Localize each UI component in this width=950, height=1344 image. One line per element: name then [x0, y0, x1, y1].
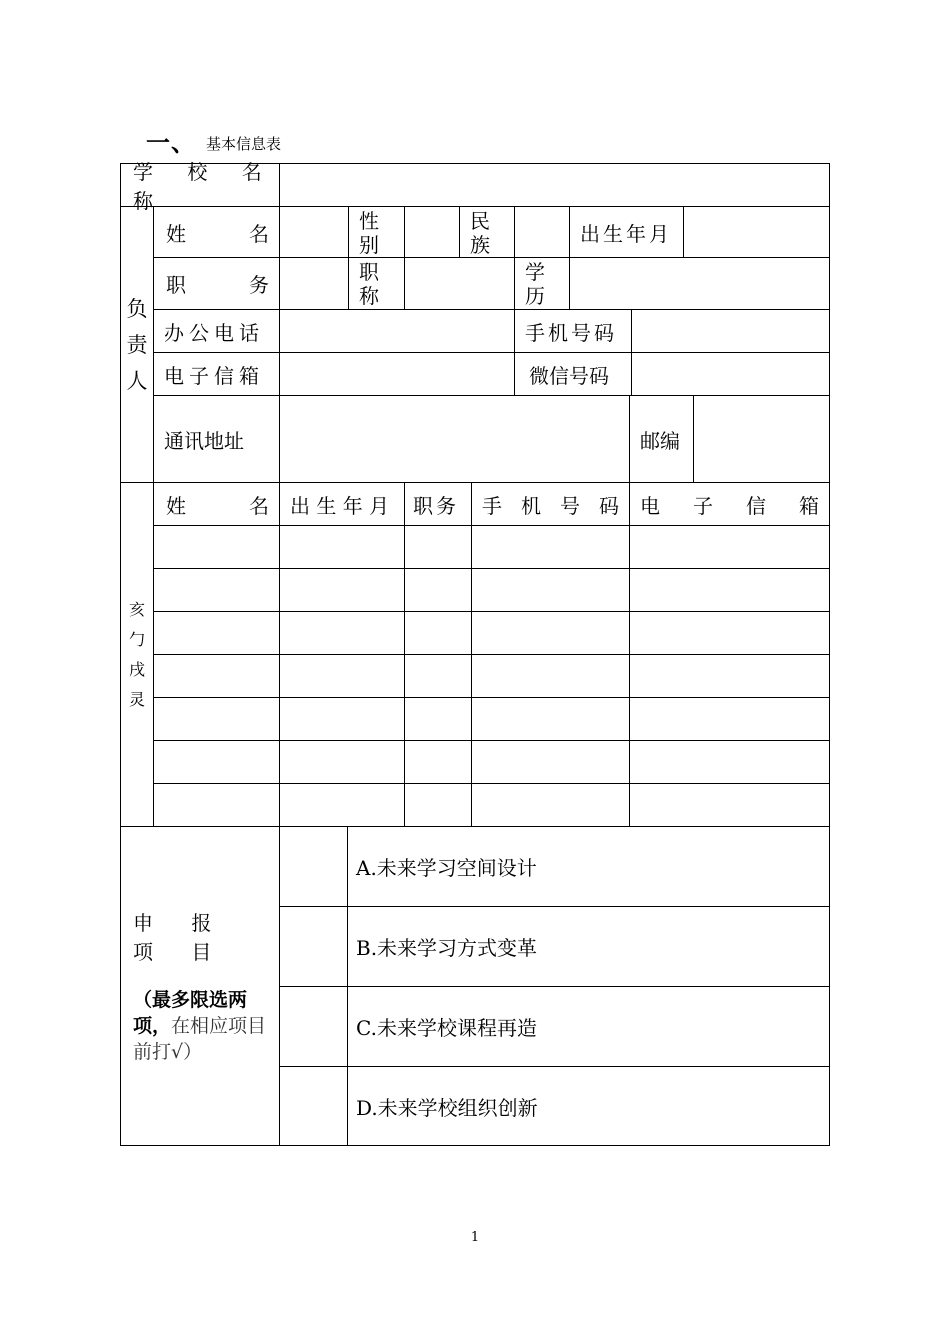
section-number: 一、 [146, 128, 196, 157]
principal-education-field[interactable] [569, 257, 830, 310]
office-phone-label [153, 309, 280, 353]
label-char: 姓 [166, 221, 186, 246]
staff-name-field[interactable] [153, 740, 280, 784]
principal-gender-label [348, 206, 405, 258]
staff-position-field[interactable] [404, 740, 472, 784]
staff-position-field[interactable] [404, 697, 472, 741]
project-b-label [347, 906, 830, 987]
postcode-label [629, 395, 694, 483]
office-phone-label-text: 办公电话 [164, 320, 264, 345]
principal-title-field[interactable] [404, 257, 515, 310]
label-char: 务 [249, 273, 269, 297]
office-phone-field[interactable] [279, 309, 515, 353]
school-name-label-text: 学 校 名 称 [133, 160, 276, 213]
address-field[interactable] [279, 395, 630, 483]
mobile-label-text: 手机号码 [525, 320, 617, 345]
staff-birth-field[interactable] [279, 611, 405, 655]
staff-position-field[interactable] [404, 783, 472, 827]
project-c-label [347, 986, 830, 1067]
project-c-text: C.未来学校课程再造 [356, 1016, 537, 1040]
principal-char: 人 [126, 368, 148, 393]
label-char: 名 [249, 221, 269, 246]
principal-gender-field[interactable] [404, 206, 460, 258]
staff-email-field[interactable] [629, 654, 830, 698]
project-d-checkbox[interactable] [279, 1066, 348, 1146]
project-c-checkbox[interactable] [279, 986, 348, 1067]
email-field[interactable] [279, 352, 515, 396]
staff-header-birth-text: 出 生 年 月 [290, 493, 390, 518]
principal-title-label [348, 257, 405, 310]
principal-name-label [153, 206, 280, 258]
project-d-label [347, 1066, 830, 1146]
staff-position-field[interactable] [404, 654, 472, 698]
wechat-field[interactable] [631, 352, 830, 396]
project-a-text: A.未来学习空间设计 [356, 856, 537, 880]
staff-birth-field[interactable] [279, 654, 405, 698]
staff-email-field[interactable] [629, 611, 830, 655]
staff-mobile-field[interactable] [471, 654, 630, 698]
wechat-label-text: 微信号码 [529, 363, 609, 388]
principal-ethnicity-field[interactable] [514, 206, 570, 258]
staff-char: 亥 [128, 599, 145, 619]
title-label-text: 职称 [359, 260, 379, 308]
label-char: 码 [599, 493, 619, 518]
staff-mobile-field[interactable] [471, 783, 630, 827]
principal-char: 责 [126, 332, 148, 357]
school-name-field[interactable] [279, 163, 830, 207]
staff-char: 戌 [128, 659, 145, 679]
staff-mobile-field[interactable] [471, 611, 630, 655]
mobile-label [514, 309, 632, 353]
staff-birth-field[interactable] [279, 697, 405, 741]
label-char: 姓 [166, 493, 186, 518]
gender-label-text: 性别 [359, 209, 379, 257]
staff-birth-field[interactable] [279, 568, 405, 612]
label-char: 名 [249, 493, 269, 518]
staff-birth-field[interactable] [279, 740, 405, 784]
address-label-text: 通讯地址 [164, 428, 244, 453]
staff-name-field[interactable] [153, 697, 280, 741]
project-a-label [347, 826, 830, 907]
label-char: 箱 [799, 493, 819, 518]
school-name-label [120, 160, 280, 213]
postcode-label-text: 邮编 [640, 428, 680, 453]
principal-char: 负 [126, 296, 148, 321]
staff-name-field[interactable] [153, 654, 280, 698]
label-char: 机 [521, 493, 541, 518]
principal-name-field[interactable] [279, 206, 349, 258]
staff-email-field[interactable] [629, 740, 830, 784]
projects-note-normal: 在相应项目前打√） [133, 1015, 267, 1063]
section-title: 基本信息表 [206, 135, 282, 153]
label-char: 号 [560, 493, 580, 518]
principal-ethnicity-label [459, 206, 515, 258]
label-char: 手 [482, 493, 502, 518]
birth-label-text: 出生年月 [580, 221, 672, 246]
staff-birth-field[interactable] [279, 783, 405, 827]
staff-email-field[interactable] [629, 568, 830, 612]
staff-char: 灵 [128, 689, 145, 709]
project-b-checkbox[interactable] [279, 906, 348, 987]
projects-label: 申 报 项 目 [133, 911, 228, 964]
staff-name-field[interactable] [153, 611, 280, 655]
project-b-text: B.未来学习方式变革 [356, 936, 538, 960]
staff-header-mobile [471, 482, 630, 526]
postcode-field[interactable] [693, 395, 830, 483]
staff-char: 勹 [128, 629, 145, 649]
label-char: 信 [746, 493, 766, 518]
label-char: 电 [640, 493, 660, 518]
staff-name-field[interactable] [153, 568, 280, 612]
staff-header-birth [279, 482, 405, 526]
projects-label-cell [120, 826, 280, 1146]
staff-mobile-field[interactable] [471, 740, 630, 784]
staff-group-label [120, 482, 154, 827]
principal-group-label [120, 206, 154, 483]
staff-name-field[interactable] [153, 525, 280, 569]
label-char: 子 [693, 493, 713, 518]
ethnicity-label-text: 民族 [470, 209, 490, 257]
principal-birth-field[interactable] [683, 206, 830, 258]
page-number: 1 [470, 1230, 480, 1245]
address-label [153, 395, 280, 483]
staff-mobile-field[interactable] [471, 697, 630, 741]
staff-name-field[interactable] [153, 783, 280, 827]
staff-header-email [629, 482, 830, 526]
email-label-text: 电子信箱 [164, 363, 264, 388]
principal-birth-label [569, 206, 684, 258]
project-d-text: D.未来学校组织创新 [356, 1095, 538, 1120]
mobile-field[interactable] [631, 309, 830, 353]
principal-position-field[interactable] [279, 257, 349, 310]
principal-position-label [153, 257, 280, 310]
education-label-text: 学历 [525, 260, 545, 308]
email-label [153, 352, 280, 396]
staff-position-field[interactable] [404, 568, 472, 612]
staff-mobile-field[interactable] [471, 568, 630, 612]
staff-header-position-text: 职务 [413, 493, 459, 518]
staff-header-position [404, 482, 472, 526]
projects-note-bold: （最多限选两项， [133, 989, 248, 1037]
staff-birth-field[interactable] [279, 525, 405, 569]
staff-email-field[interactable] [629, 697, 830, 741]
label-char: 职 [166, 273, 186, 297]
project-a-checkbox[interactable] [279, 826, 348, 907]
staff-mobile-field[interactable] [471, 525, 630, 569]
staff-email-field[interactable] [629, 783, 830, 827]
staff-position-field[interactable] [404, 525, 472, 569]
staff-email-field[interactable] [629, 525, 830, 569]
staff-position-field[interactable] [404, 611, 472, 655]
principal-education-label [514, 257, 570, 310]
projects-note [133, 987, 279, 1065]
staff-header-name [153, 482, 280, 526]
wechat-label [514, 352, 632, 396]
